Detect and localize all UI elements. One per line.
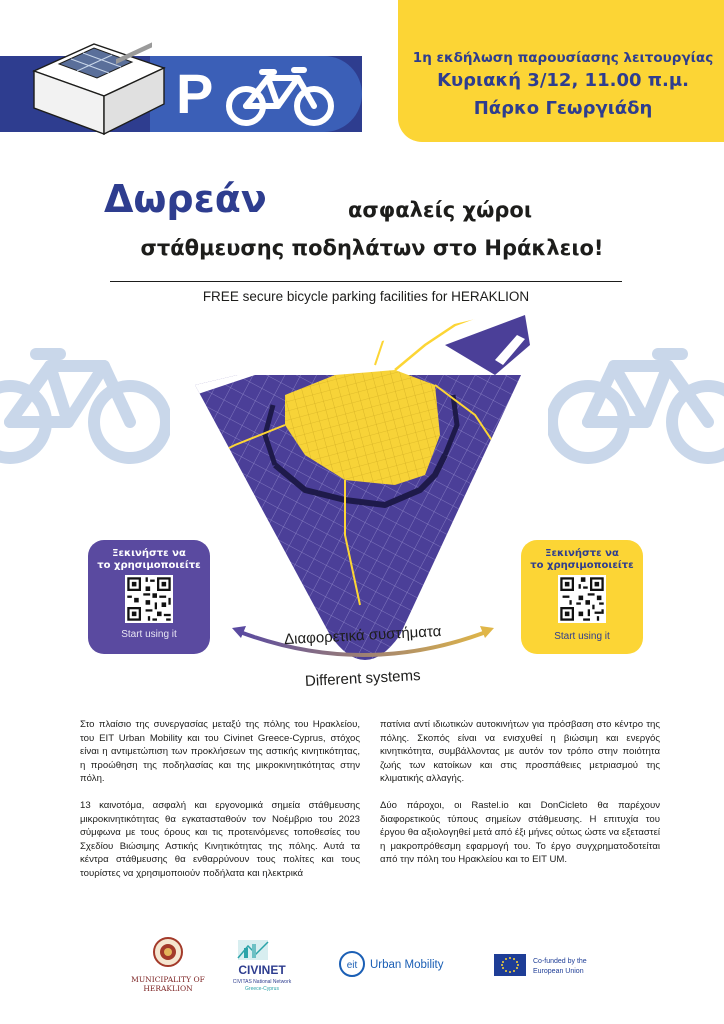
body-column-left <box>80 718 360 894</box>
qr-right-title <box>521 548 643 572</box>
eu-logo <box>494 954 587 976</box>
partner-logos <box>0 930 724 1000</box>
civinet-name: CIVINET <box>238 963 286 977</box>
municipality-line1: MUNICIPALITY OF <box>131 975 205 984</box>
title-line1: ασφαλείς χώροι <box>348 198 532 222</box>
municipality-logo <box>131 938 205 993</box>
parking-letter: P <box>176 62 214 125</box>
qr-left-title-line2: το χρησιμοποιείτε <box>97 560 201 571</box>
systems-english: Different systems <box>304 666 421 691</box>
body-paragraph: Δύο πάροχοι, οι Rastel.io και DonCicleto θα παρέχουν διαφορετικούς τύπους σημείων στάθμευσης. Η επιτυχία του έργου θα αξιολογηθεί μετά από έξι μήνες ούτως ώστε να εξεταστεί η μακροπρόθεσμη εφαρμογή του. Το έργο συγχρηματοδοτείται από την πόλη του Ηρακλείου και το EIT UM. <box>380 799 660 866</box>
body-paragraph: Στο πλαίσιο της συνεργασίας μεταξύ της πόλης του Ηρακλείου, του EIT Urban Mobility και του Civinet Greece-Cyprus, στόχος είναι η αντιμετώπιση των προκλήσεων της αστικής κινητικότητας, η προώθηση της ποδηλασίας και της μικροκινητικότητας στην πόλη. <box>80 719 360 785</box>
subtitle-english: FREE secure bicycle parking facilities for HERAKLION <box>202 289 530 304</box>
qr-code-icon[interactable] <box>558 575 606 623</box>
title-free: Δωρεάν <box>104 177 267 221</box>
eit-text: Urban Mobility <box>370 959 444 971</box>
body-column-right <box>380 718 660 880</box>
systems-greek: Διαφορετικά συστήματα <box>283 622 442 649</box>
municipality-line2: HERAKLION <box>143 984 193 993</box>
title-line2: στάθμευσης ποδηλάτων στο Ηράκλειο! <box>140 236 604 260</box>
eu-line1: Co-funded by the <box>533 958 587 965</box>
event-description: 1η εκδήλωση παρουσίασης λειτουργίας <box>412 50 714 66</box>
civinet-region: Greece-Cyprus <box>245 986 279 992</box>
qr-right-title-line2: το χρησιμοποιείτε <box>530 560 634 571</box>
event-location: Πάρκο Γεωργιάδη <box>473 98 653 119</box>
qr-left-title <box>88 548 210 572</box>
eu-line2: European Union <box>533 968 584 975</box>
bike-locker-icon <box>24 16 174 136</box>
eit-urban-mobility-logo <box>340 952 444 976</box>
qr-left-title-line1: Ξεκινήστε να <box>112 548 186 559</box>
qr-right-footer: Start using it <box>554 631 610 642</box>
bicycle-icon <box>224 66 336 128</box>
title-divider <box>110 281 622 282</box>
civinet-logo <box>233 940 292 992</box>
qr-code-icon[interactable] <box>125 575 173 623</box>
body-paragraph: πατίνια αντί ιδιωτικών αυτοκινήτων για πρόσβαση στο κέντρο της πόλης. Σκοπός είναι να ενισχυθεί η βιώσιμη και ενεργός κινητικότητα, συμβάλλοντας με αυτόν τον τρόπο στην ποιότητα ζωής των κατοίκων και στις προσπάθειες μετριασμού της κλιματικής αλλαγής. <box>380 719 660 785</box>
eit-mark: eit <box>346 960 358 971</box>
qr-left-footer: Start using it <box>121 629 177 640</box>
event-date-time: Κυριακή 3/12, 11.00 π.μ. <box>437 70 689 91</box>
bicycle-icon <box>0 340 170 470</box>
qr-right-title-line1: Ξεκινήστε να <box>545 548 619 559</box>
different-systems-arc <box>228 600 498 695</box>
bicycle-icon <box>548 340 724 470</box>
civinet-sub: CIVITAS National Network <box>232 979 292 985</box>
body-paragraph: 13 καινοτόμα, ασφαλή και εργονομικά σημεία στάθμευσης μικροκινητικότητας θα εγκατασταθούν τον Νοέμβριο του 2023 σύμφωνα με τους όρους και τις προτεινόμενες τοποθεσίες του Σχεδίου Βιώσιμης Αστικής Κινητικότητας της πόλης. Αυτά τα κέντρα στάθμευσης θα ενθαρρύνουν τους πολίτες και τους τουρίστες να χρησιμοποιούν ποδήλατα και ηλεκτρικά <box>80 799 360 879</box>
